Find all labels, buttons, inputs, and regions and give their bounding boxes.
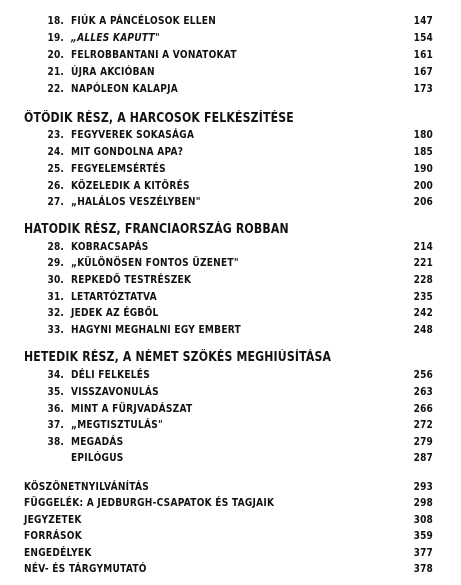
- chapter-title: KÖZELEDIK A KITÖRÉS: [71, 180, 190, 192]
- toc-entry: [0, 257, 461, 273]
- page-number: 287: [413, 452, 433, 464]
- toc-entry: [0, 15, 461, 31]
- part-heading: HATODIK RÉSZ, FRANCIAORSZÁG ROBBAN: [24, 222, 289, 237]
- back-matter-title: ENGEDÉLYEK: [24, 547, 92, 559]
- page-number: 279: [413, 436, 433, 448]
- chapter-number: 20.: [47, 49, 64, 61]
- chapter-number: 30.: [47, 274, 64, 286]
- chapter-title: ÚJRA AKCIÓBAN: [71, 66, 155, 78]
- toc-entry: [0, 83, 461, 99]
- page-number: 377: [413, 547, 433, 559]
- part-heading: HETEDIK RÉSZ, A NÉMET SZÖKÉS MEGHIÚSÍTÁSA: [24, 350, 332, 365]
- chapter-number: 29.: [47, 257, 64, 269]
- page-number: 200: [413, 180, 433, 192]
- toc-entry: [0, 163, 461, 179]
- back-matter-title: FÜGGELÉK: A JEDBURGH-CSAPATOK ÉS TAGJAIK: [24, 497, 275, 509]
- back-matter-entry: [0, 530, 461, 546]
- chapter-number: 23.: [47, 129, 64, 141]
- chapter-number: 33.: [47, 324, 64, 336]
- toc-entry: [0, 32, 461, 48]
- chapter-title: FEGYELEMSÉRTÉS: [71, 163, 166, 175]
- chapter-number: 37.: [47, 419, 64, 431]
- chapter-title: „HALÁLOS VESZÉLYBEN": [71, 196, 201, 208]
- part-heading-row: [0, 222, 461, 238]
- chapter-title: FEGYVEREK SOKASÁGA: [71, 129, 195, 141]
- chapter-title: FELROBBANTANI A VONATOKAT: [71, 49, 237, 61]
- chapter-title: „MEGTISZTULÁS": [71, 419, 163, 431]
- toc-entry: [0, 369, 461, 385]
- toc-entry: [0, 403, 461, 419]
- page-number: 161: [413, 49, 433, 61]
- back-matter-entry: [0, 514, 461, 530]
- chapter-number: 34.: [47, 369, 64, 381]
- part-heading: ÖTÖDIK RÉSZ, A HARCOSOK FELKÉSZÍTÉSE: [24, 111, 294, 126]
- chapter-number: 25.: [47, 163, 64, 175]
- page-number: 147: [413, 15, 433, 27]
- page-number: 154: [413, 32, 433, 44]
- page-number: 359: [413, 530, 433, 542]
- back-matter-entry: [0, 481, 461, 497]
- back-matter-title: FORRÁSOK: [24, 530, 82, 542]
- chapter-title: MINT A FÜRJVADÁSZAT: [71, 403, 193, 415]
- page-number: 272: [413, 419, 433, 431]
- toc-entry: [0, 129, 461, 145]
- chapter-title: REPKEDŐ TESTRÉSZEK: [71, 274, 192, 286]
- chapter-title: EPILÓGUS: [71, 452, 124, 464]
- chapter-title: DÉLI FELKELÉS: [71, 369, 150, 381]
- page-number: 228: [413, 274, 433, 286]
- chapter-title: HAGYNI MEGHALNI EGY EMBERT: [71, 324, 241, 336]
- chapter-number: 19.: [47, 32, 64, 44]
- page-number: 235: [413, 291, 433, 303]
- toc-entry: [0, 307, 461, 323]
- back-matter-entry: [0, 497, 461, 513]
- back-matter-entry: [0, 547, 461, 563]
- back-matter-entry: [0, 563, 461, 579]
- page-number: 206: [413, 196, 433, 208]
- toc-entry: [0, 49, 461, 65]
- chapter-number: 21.: [47, 66, 64, 78]
- toc-entry: [0, 324, 461, 340]
- chapter-title: „ALLES KAPUTT": [71, 32, 160, 44]
- toc-entry: [0, 452, 461, 468]
- page-number: 180: [413, 129, 433, 141]
- chapter-number: 22.: [47, 83, 64, 95]
- toc-entry: [0, 291, 461, 307]
- toc-entry: [0, 146, 461, 162]
- page-number: 263: [413, 386, 433, 398]
- chapter-number: 26.: [47, 180, 64, 192]
- toc-entry: [0, 66, 461, 82]
- chapter-number: 38.: [47, 436, 64, 448]
- back-matter-title: KÖSZÖNETNYILVÁNÍTÁS: [24, 481, 149, 493]
- page-number: 293: [413, 481, 433, 493]
- page-number: 256: [413, 369, 433, 381]
- chapter-number: 36.: [47, 403, 64, 415]
- chapter-title: „KÜLÖNÖSEN FONTOS ÜZENET": [71, 257, 239, 269]
- page-number: 221: [413, 257, 433, 269]
- page-number: 185: [413, 146, 433, 158]
- toc-entry: [0, 241, 461, 257]
- chapter-title: KOBRACSAPÁS: [71, 241, 149, 253]
- chapter-number: 35.: [47, 386, 64, 398]
- chapter-number: 31.: [47, 291, 64, 303]
- page-number: 167: [413, 66, 433, 78]
- toc-entry: [0, 419, 461, 435]
- back-matter-title: JEGYZETEK: [24, 514, 82, 526]
- page-number: 298: [413, 497, 433, 509]
- page-number: 248: [413, 324, 433, 336]
- page-number: 242: [413, 307, 433, 319]
- toc-entry: [0, 436, 461, 452]
- part-heading-row: [0, 111, 461, 127]
- chapter-number: 18.: [47, 15, 64, 27]
- chapter-number: 27.: [47, 196, 64, 208]
- chapter-title: MIT GONDOLNA APA?: [71, 146, 184, 158]
- page-number: 190: [413, 163, 433, 175]
- page-number: 173: [413, 83, 433, 95]
- chapter-number: 32.: [47, 307, 64, 319]
- chapter-title: JEDEK AZ ÉGBŐL: [71, 307, 159, 319]
- chapter-title: FIÚK A PÁNCÉLOSOK ELLEN: [71, 15, 217, 27]
- chapter-title: LETARTÓZTATVA: [71, 291, 157, 303]
- chapter-title: VISSZAVONULÁS: [71, 386, 159, 398]
- chapter-title: NAPÓLEON KALAPJA: [71, 83, 178, 95]
- chapter-number: 24.: [47, 146, 64, 158]
- toc-entry: [0, 180, 461, 196]
- back-matter-title: NÉV- ÉS TÁRGYMUTATÓ: [24, 563, 147, 575]
- page-number: 378: [413, 563, 433, 575]
- chapter-title: MEGADÁS: [71, 436, 124, 448]
- toc-entry: [0, 274, 461, 290]
- toc-entry: [0, 386, 461, 402]
- page-number: 308: [413, 514, 433, 526]
- page-number: 266: [413, 403, 433, 415]
- part-heading-row: [0, 350, 461, 366]
- toc-entry: [0, 196, 461, 212]
- chapter-number: 28.: [47, 241, 64, 253]
- page-number: 214: [413, 241, 433, 253]
